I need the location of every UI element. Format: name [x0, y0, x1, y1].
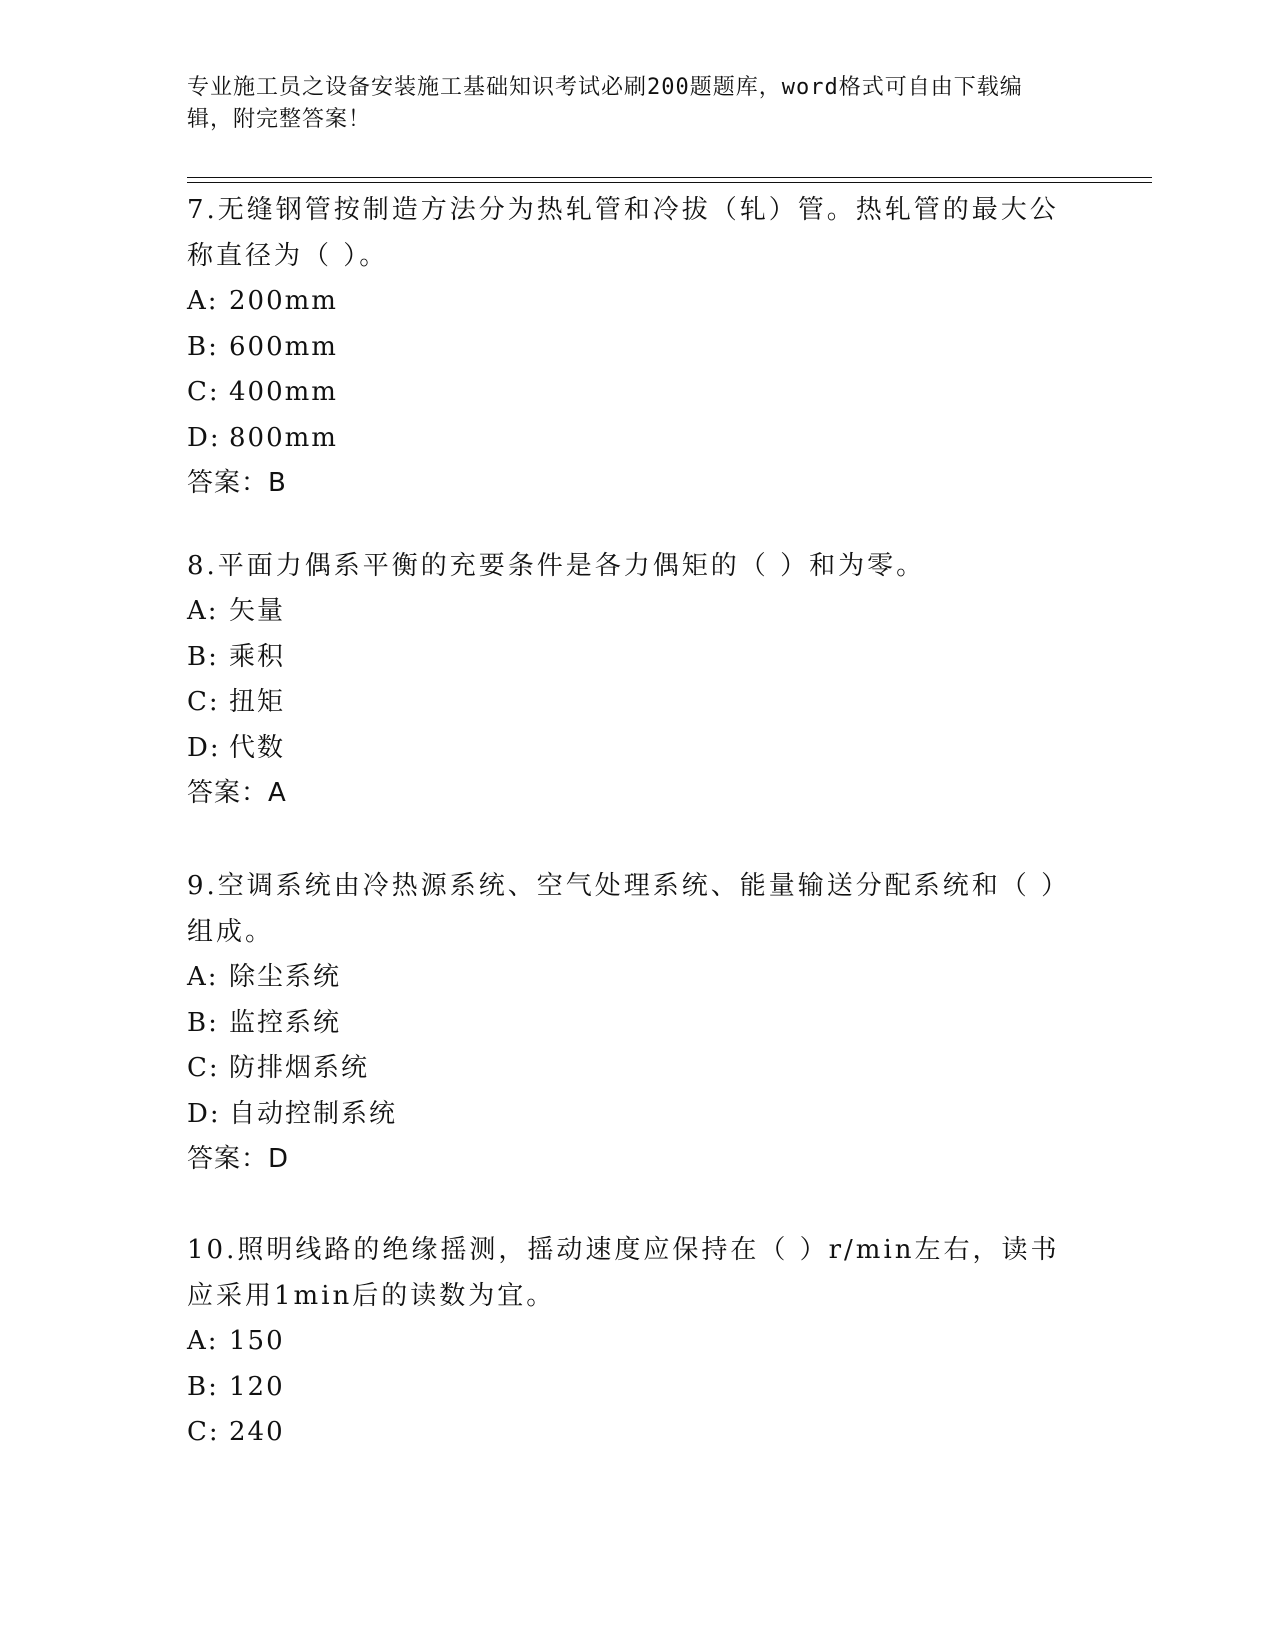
question-stem: 8.平面力偶系平衡的充要条件是各力偶矩的（ ）和为零。 [187, 551, 926, 581]
option-key: A: [187, 962, 219, 992]
option-key: C: [187, 687, 220, 717]
option-text: 自动控制系统 [229, 1098, 398, 1129]
option-text: 除尘系统 [229, 962, 342, 992]
option-key: A: [187, 1326, 219, 1356]
option-a [187, 589, 1087, 635]
option-a [187, 955, 1087, 1001]
option-key: D: [187, 422, 221, 453]
option-key: D: [187, 732, 221, 763]
header-divider-bottom [187, 182, 1152, 183]
question-10 [187, 1227, 1087, 1456]
option-key: C: [187, 1417, 220, 1447]
option-text: 防排烟系统 [229, 1053, 370, 1083]
option-text: 120 [229, 1371, 285, 1402]
header-divider-top [187, 177, 1152, 178]
option-key: A: [187, 286, 219, 316]
option-c [187, 1410, 1087, 1456]
option-text: 代数 [229, 732, 286, 763]
option-key: B: [187, 331, 219, 362]
option-text: 240 [229, 1417, 285, 1447]
option-text: 矢量 [229, 596, 286, 626]
option-key: A: [187, 596, 219, 626]
question-9 [187, 863, 1087, 1181]
option-text: 监控系统 [229, 1007, 342, 1038]
option-c [187, 680, 1087, 726]
question-stem: 7.无缝钢管按制造方法分为热轧管和冷拔（轧）管。热轧管的最大公称直径为（ ）。 [187, 195, 1059, 271]
option-text: 600mm [229, 331, 338, 362]
answer-label: 答案：B [187, 468, 287, 498]
option-b [187, 1001, 1087, 1047]
option-key: C: [187, 1053, 220, 1083]
option-text: 400mm [229, 377, 338, 407]
option-d [187, 416, 1087, 462]
option-key: B: [187, 1007, 219, 1038]
option-text: 乘积 [229, 641, 286, 672]
document-header: 专业施工员之设备安装施工基础知识考试必刷200题题库，word格式可自由下载编辑，附完整答案！ [187, 75, 1023, 132]
option-key: B: [187, 1371, 219, 1402]
option-a [187, 279, 1087, 325]
option-c [187, 1046, 1087, 1092]
option-key: C: [187, 377, 220, 407]
option-text: 200mm [229, 286, 338, 316]
option-d [187, 726, 1087, 772]
option-d [187, 1092, 1087, 1138]
answer-label: 答案：A [187, 778, 287, 808]
question-8 [187, 543, 1087, 815]
option-c [187, 370, 1087, 416]
question-stem: 10.照明线路的绝缘摇测，摇动速度应保持在（ ）r/min左右，读书应采用1min后的读数为宜。 [187, 1235, 1060, 1311]
option-b [187, 325, 1087, 371]
option-b [187, 635, 1087, 681]
option-text: 800mm [229, 422, 338, 453]
answer-label: 答案：D [187, 1144, 290, 1174]
option-key: D: [187, 1098, 221, 1129]
option-text: 扭矩 [229, 687, 286, 717]
option-a [187, 1319, 1087, 1365]
option-text: 150 [229, 1326, 285, 1356]
question-stem: 9.空调系统由冷热源系统、空气处理系统、能量输送分配系统和（ ）组成。 [187, 871, 1071, 947]
option-b [187, 1365, 1087, 1411]
question-7 [187, 187, 1087, 505]
option-key: B: [187, 641, 219, 672]
